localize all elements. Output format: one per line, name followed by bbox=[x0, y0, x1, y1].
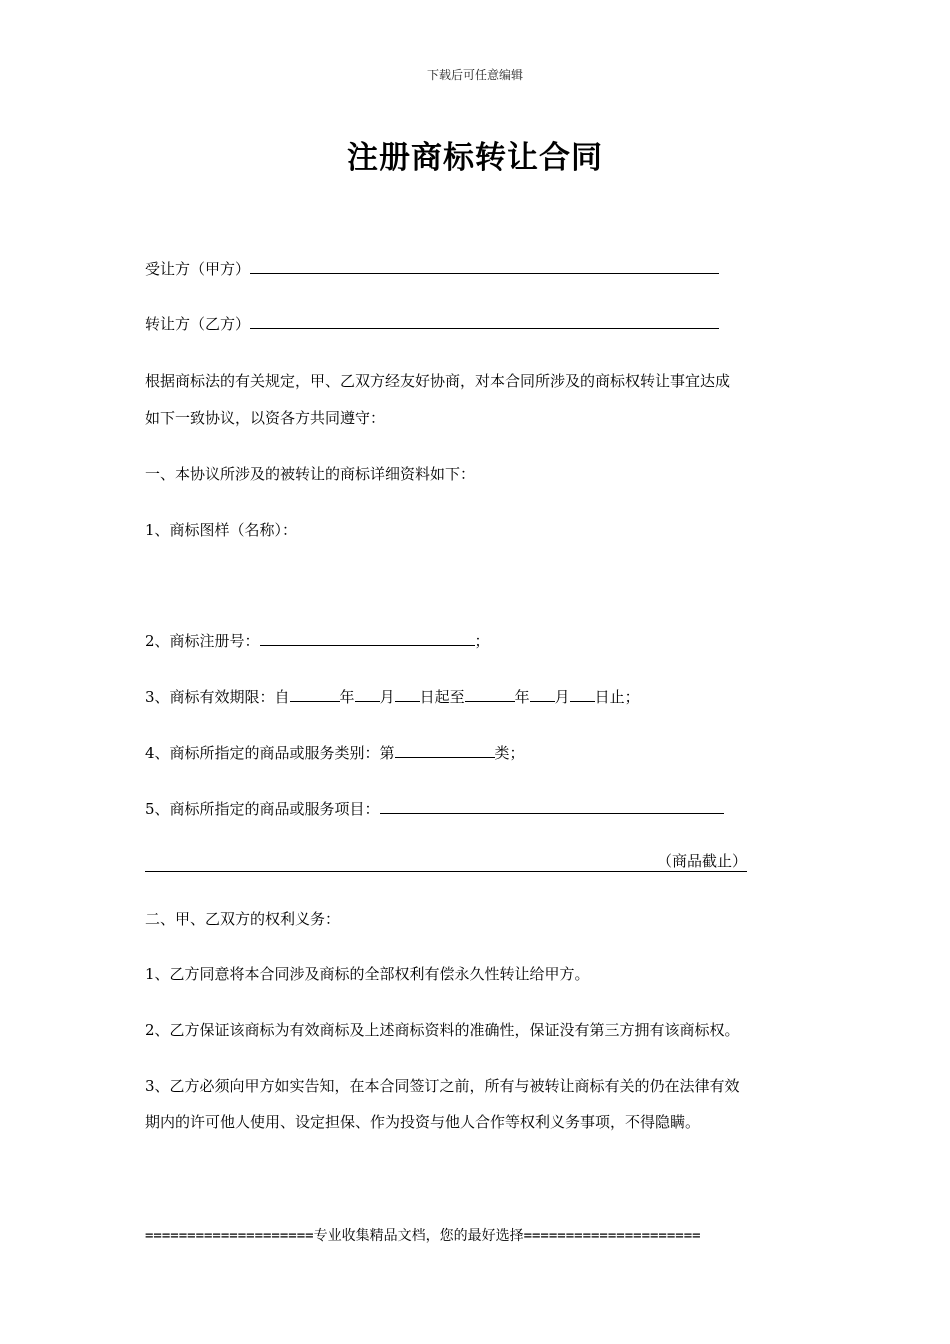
registration-number-blank[interactable] bbox=[260, 631, 475, 646]
year-label: 年 bbox=[339, 688, 355, 706]
section-1-heading: 一、本协议所涉及的被转让的商标详细资料如下： bbox=[145, 465, 476, 483]
item-2-end: ； bbox=[474, 632, 490, 650]
party-b-row bbox=[145, 314, 719, 334]
item-1-trademark-name: 1、商标图样（名称）： bbox=[145, 521, 298, 539]
goods-continuation-row[interactable] bbox=[145, 851, 747, 872]
start-day-blank[interactable] bbox=[395, 687, 420, 702]
goods-end-label: （商品截止） bbox=[656, 852, 747, 870]
section-2-item-2: 2、乙方保证该商标为有效商标及上述商标资料的准确性，保证没有第三方拥有该商标权。 bbox=[145, 1021, 740, 1039]
party-a-label: 受让方（甲方） bbox=[145, 260, 251, 278]
party-a-row bbox=[145, 259, 719, 279]
month-label: 月 bbox=[554, 688, 570, 706]
year-label: 年 bbox=[514, 688, 530, 706]
item-4-end: 类； bbox=[494, 744, 525, 762]
item-4-row bbox=[145, 743, 525, 763]
day-to-label: 日止； bbox=[594, 688, 640, 706]
section-2-item-3-line-1: 3、乙方必须向甲方如实告知，在本合同签订之前，所有与被转让商标有关的仍在法律有效 bbox=[145, 1077, 740, 1095]
party-b-label: 转让方（乙方） bbox=[145, 315, 251, 333]
item-4-label: 4、商标所指定的商品或服务类别：第 bbox=[145, 744, 395, 762]
month-label: 月 bbox=[379, 688, 395, 706]
section-2-item-3-line-2: 期内的许可他人使用、设定担保、作为投资与他人合作等权利义务事项，不得隐瞒。 bbox=[145, 1113, 701, 1131]
end-year-blank[interactable] bbox=[465, 687, 515, 702]
party-a-blank[interactable] bbox=[250, 259, 719, 274]
end-day-blank[interactable] bbox=[570, 687, 595, 702]
class-number-blank[interactable] bbox=[395, 743, 495, 758]
item-5-row bbox=[145, 799, 724, 819]
end-month-blank[interactable] bbox=[530, 687, 555, 702]
day-from-label: 日起至 bbox=[419, 688, 465, 706]
item-2-label: 2、商标注册号： bbox=[145, 632, 260, 650]
start-month-blank[interactable] bbox=[355, 687, 380, 702]
section-2-heading: 二、甲、乙双方的权利义务： bbox=[145, 910, 341, 928]
intro-line-1: 根据商标法的有关规定，甲、乙双方经友好协商，对本合同所涉及的商标权转让事宜达成 bbox=[145, 372, 731, 390]
intro-line-2: 如下一致协议，以资各方共同遵守： bbox=[145, 409, 386, 427]
item-5-label: 5、商标所指定的商品或服务项目： bbox=[145, 800, 380, 818]
document-title: 注册商标转让合同 bbox=[347, 140, 603, 176]
party-b-blank[interactable] bbox=[250, 314, 719, 329]
header-note: 下载后可任意编辑 bbox=[426, 68, 523, 82]
item-3-label: 3、商标有效期限：自 bbox=[145, 688, 290, 706]
start-year-blank[interactable] bbox=[290, 687, 340, 702]
section-2-item-1: 1、乙方同意将本合同涉及商标的全部权利有偿永久性转让给甲方。 bbox=[145, 965, 590, 983]
footer-banner: ====================专业收集精品文档，您的最好选择===================== bbox=[145, 1228, 701, 1244]
goods-services-blank[interactable] bbox=[380, 799, 724, 814]
item-3-row bbox=[145, 687, 640, 707]
item-2-row bbox=[145, 631, 490, 651]
